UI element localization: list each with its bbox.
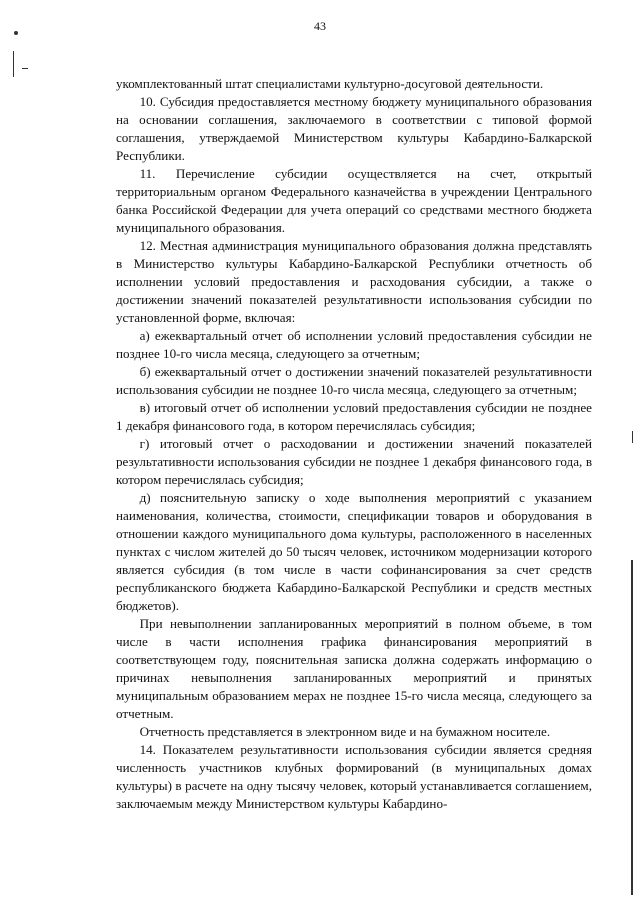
list-item-a: а) ежеквартальный отчет об исполнении условий предоставления субсидии не позднее 10-го числа месяца, следующего за отчетным; bbox=[116, 328, 592, 361]
paragraph-11: 11. Перечисление субсидии осуществляется на счет, открытый территориальным органом Федерального казначейства в учреждении Центрального банка Российской Федерации для учета операций со средствами местного бюджета муниципального образования. bbox=[116, 166, 592, 235]
page-number: 43 bbox=[314, 19, 326, 33]
document-body bbox=[116, 75, 592, 813]
paragraph-12: 12. Местная администрация муниципального образования должна представлять в Министерство культуры Кабардино-Балкарской Республики отчетность об исполнении условий предоставления и расходования субсидии, а также о достижении значений показателей результативности использования субсидии по установленной форме, включая: bbox=[116, 238, 592, 325]
paragraph-report-form: Отчетность представляется в электронном виде и на бумажном носителе. bbox=[139, 724, 551, 739]
scan-right-edge-line bbox=[631, 560, 633, 895]
list-item-d: д) пояснительную записку о ходе выполнения мероприятий с указанием наименования, количества, стоимости, спецификации товаров и оборудования в отношении каждого муниципального дома культуры, расположенного в населенных пунктах с числом жителей до 50 тысяч человек, источником модернизации которого является субсидия (в том числе в части софинансирования за счет средств республиканского бюджета Кабардино-Балкарской Республики и средств местных бюджетов). bbox=[116, 490, 592, 613]
list-item-g: г) итоговый отчет о расходовании и достижении значений показателей результативности использования субсидии не позднее 1 декабря финансового года, в котором перечислялась субсидия; bbox=[116, 436, 592, 487]
paragraph-14: 14. Показателем результативности использования субсидии является средняя численность участников клубных формирований (в муниципальных домах культуры) в расчете на одну тысячу человек, который устанавливается соглашением, заключаемым между Министерством культуры Кабардино- bbox=[116, 742, 592, 811]
scan-dot-mark bbox=[14, 31, 18, 35]
paragraph-nonfulfillment: При невыполнении запланированных мероприятий в полном объеме, в том числе в части исполнения графика финансирования мероприятий в соответствующем году, пояснительная записка должна содержать информацию о причинах невыполнения запланированных мероприятий и принятых муниципальным образованием мерах не позднее 15-го числа месяца, следующего за отчетным. bbox=[116, 616, 592, 721]
scan-right-edge-mark bbox=[632, 431, 633, 443]
list-item-v: в) итоговый отчет об исполнении условий предоставления субсидии не позднее 1 декабря финансового года, в котором перечислялась субсидия; bbox=[116, 400, 592, 433]
scan-edge-line-mark bbox=[13, 51, 14, 77]
paragraph-continuation: укомплектованный штат специалистами культурно-досуговой деятельности. bbox=[116, 76, 544, 91]
scan-dash-mark bbox=[22, 68, 28, 69]
list-item-b: б) ежеквартальный отчет о достижении значений показателей результативности использования субсидии не позднее 10-го числа месяца, следующего за отчетным; bbox=[116, 364, 592, 397]
paragraph-10: 10. Субсидия предоставляется местному бюджету муниципального образования на основании соглашения, заключаемого в соответствии с типовой формой соглашения, утверждаемой Министерством культуры Кабардино-Балкарской Республики. bbox=[116, 94, 592, 163]
